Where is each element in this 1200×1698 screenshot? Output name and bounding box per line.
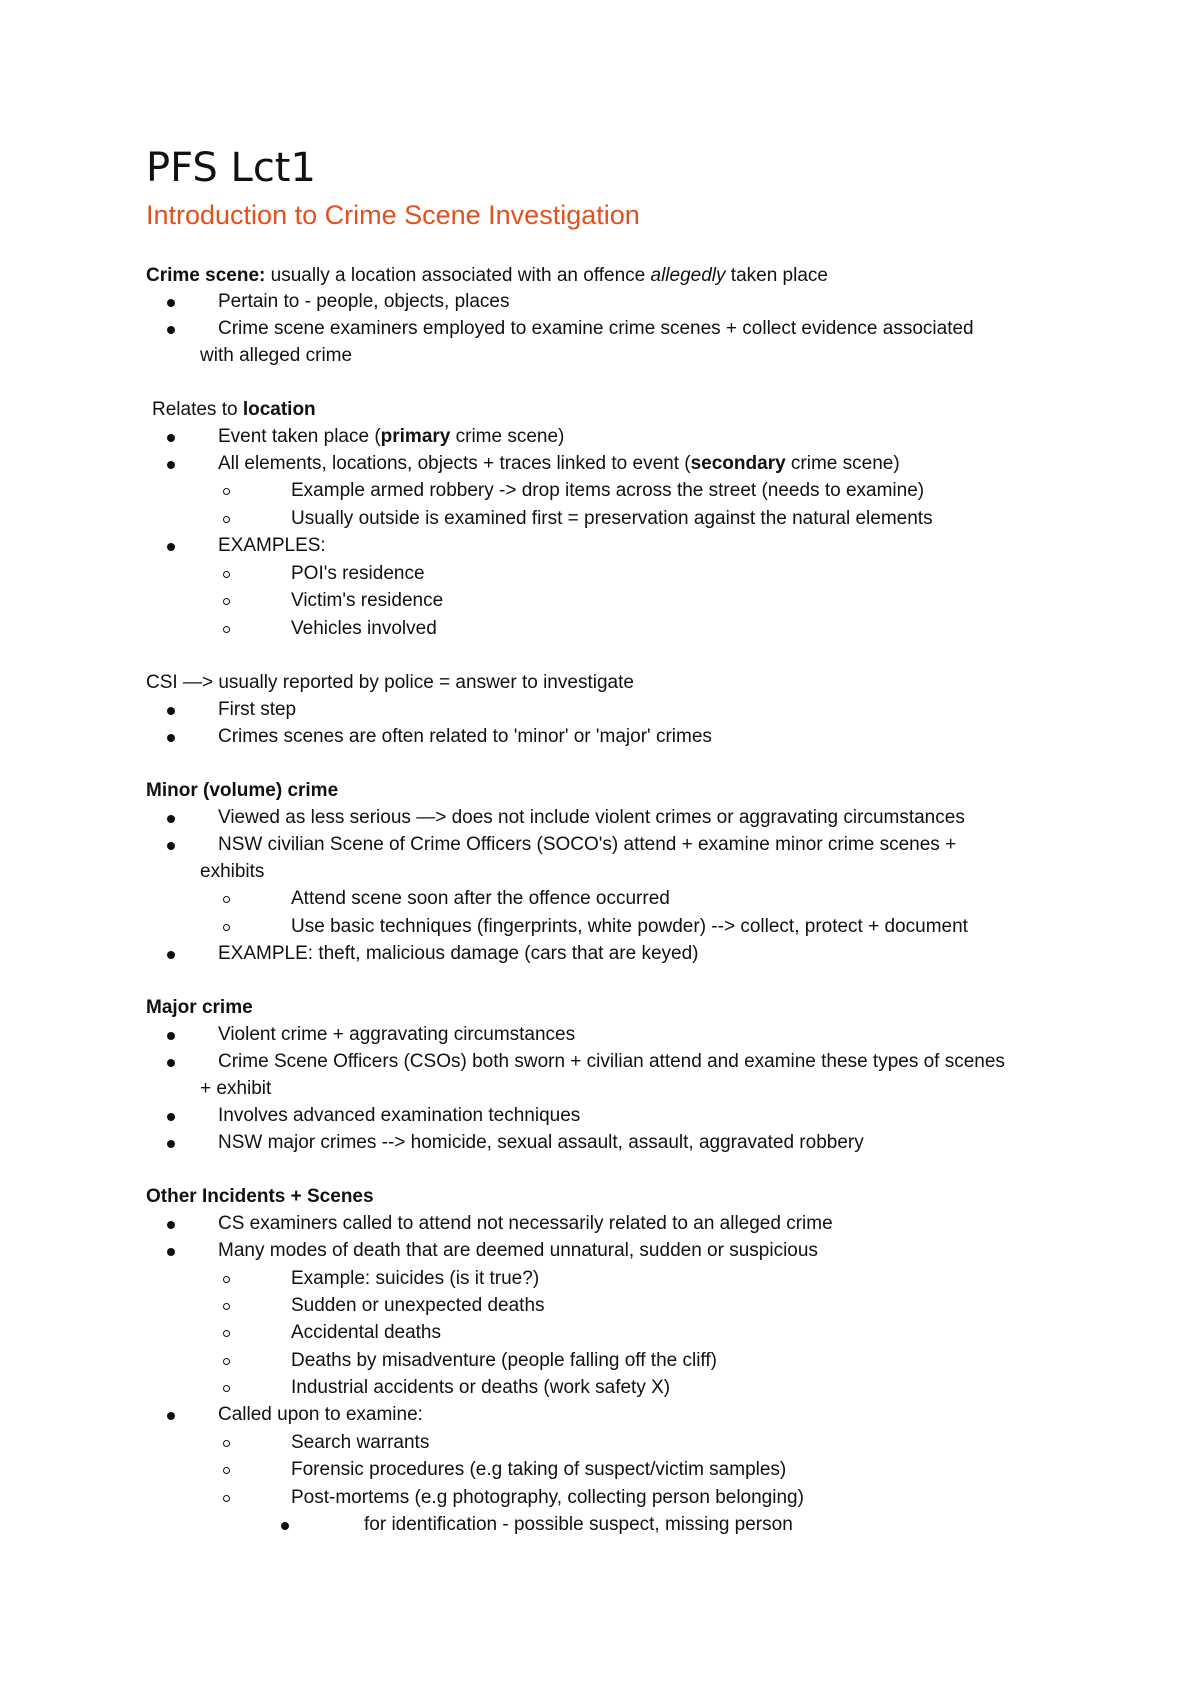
hollow-bullet-icon (223, 626, 230, 633)
continuation-line (200, 344, 352, 368)
bold-text: Crime scene: (146, 265, 266, 286)
hollow-bullet-icon (223, 896, 230, 903)
list-item (291, 1376, 670, 1400)
list-item (218, 725, 712, 749)
text: with alleged crime (200, 345, 353, 366)
list-item (291, 1431, 429, 1455)
text: Use basic techniques (fingerprints, white powder) --> collect, protect + document (291, 916, 968, 937)
page-title: PFS Lct1 (146, 145, 316, 191)
hollow-bullet-icon (223, 1385, 230, 1392)
list-item (364, 1513, 793, 1537)
section-line (146, 1185, 374, 1209)
list-item (218, 1403, 423, 1427)
section-line (146, 671, 634, 695)
list-item (291, 1267, 539, 1291)
hollow-bullet-icon (223, 924, 230, 931)
hollow-bullet-icon (223, 1358, 230, 1365)
hollow-bullet-icon (223, 1303, 230, 1310)
bullet-icon (167, 326, 175, 334)
list-item (291, 1294, 545, 1318)
text: Involves advanced examination techniques (218, 1105, 581, 1126)
list-item (218, 942, 699, 966)
bullet-icon (167, 1032, 175, 1040)
text: usually a location associated with an offence (265, 265, 651, 286)
text: Forensic procedures (e.g taking of suspect/victim samples) (291, 1459, 787, 1480)
text: Violent crime + aggravating circumstances (218, 1024, 576, 1045)
text: Post-mortems (e.g photography, collecting person belonging) (291, 1487, 804, 1508)
text: exhibits (200, 861, 265, 882)
list-item (291, 617, 437, 641)
list-item (218, 1131, 864, 1155)
bullet-icon (167, 299, 175, 307)
bold-text: location (242, 399, 316, 420)
text: Relates to (152, 399, 243, 420)
text: CS examiners called to attend not necessarily related to an alleged crime (218, 1213, 833, 1234)
text: First step (218, 699, 297, 720)
hollow-bullet-icon (223, 598, 230, 605)
bullet-icon (167, 815, 175, 823)
bullet-icon (167, 543, 175, 551)
text: EXAMPLE: theft, malicious damage (cars that are keyed) (218, 943, 699, 964)
text: Called upon to examine: (218, 1404, 423, 1425)
section-line (152, 398, 316, 422)
list-item (291, 479, 924, 503)
list-item (291, 887, 670, 911)
list-item (291, 507, 933, 531)
list-item (218, 1104, 580, 1128)
list-item (218, 452, 900, 476)
list-item (291, 1458, 786, 1482)
text: Deaths by misadventure (people falling off the cliff) (291, 1350, 717, 1371)
section-line (146, 779, 338, 803)
text: Attend scene soon after the offence occurred (291, 888, 670, 909)
hollow-bullet-icon (223, 1276, 230, 1283)
bullet-icon (281, 1522, 289, 1530)
text: Sudden or unexpected deaths (291, 1295, 545, 1316)
list-item (218, 425, 564, 449)
text: Crime scene examiners employed to examine crime scenes + collect evidence associated (218, 318, 974, 339)
text: Event taken place ( (218, 426, 381, 447)
list-item (218, 290, 510, 314)
section-line (146, 996, 253, 1020)
list-item (291, 589, 443, 613)
bullet-icon (167, 1140, 175, 1148)
bold-text: primary (380, 426, 451, 447)
bullet-icon (167, 951, 175, 959)
italic-text: allegedly (650, 265, 726, 286)
list-item (218, 317, 974, 341)
continuation-line (200, 860, 264, 884)
list-item (291, 915, 968, 939)
text: EXAMPLES: (218, 535, 326, 556)
bold-text: Other Incidents + Scenes (146, 1186, 374, 1207)
list-item (218, 698, 296, 722)
text: Victim's residence (291, 590, 444, 611)
bullet-icon (167, 707, 175, 715)
bullet-icon (167, 1059, 175, 1067)
list-item (218, 806, 965, 830)
text: Viewed as less serious —> does not include violent crimes or aggravating circumstances (218, 807, 965, 828)
hollow-bullet-icon (223, 1495, 230, 1502)
text: Pertain to - people, objects, places (218, 291, 510, 312)
list-item (291, 562, 425, 586)
text: Accidental deaths (291, 1322, 441, 1343)
bullet-icon (167, 1412, 175, 1420)
hollow-bullet-icon (223, 1330, 230, 1337)
bold-text: secondary (690, 453, 786, 474)
hollow-bullet-icon (223, 488, 230, 495)
text: + exhibit (200, 1078, 272, 1099)
text: Crimes scenes are often related to 'minor' or 'major' crimes (218, 726, 712, 747)
bullet-icon (167, 1113, 175, 1121)
text: POI's residence (291, 563, 425, 584)
text: Search warrants (291, 1432, 430, 1453)
list-item (218, 1050, 1005, 1074)
bold-text: Major crime (146, 997, 253, 1018)
list-item (291, 1321, 441, 1345)
hollow-bullet-icon (223, 1440, 230, 1447)
bullet-icon (167, 434, 175, 442)
bullet-icon (167, 842, 175, 850)
text: All elements, locations, objects + traces linked to event ( (218, 453, 691, 474)
text: Example armed robbery -> drop items across the street (needs to examine) (291, 480, 925, 501)
page-subtitle: Introduction to Crime Scene Investigation (146, 200, 640, 230)
list-item (218, 1023, 575, 1047)
list-item (218, 833, 956, 857)
text: Example: suicides (is it true?) (291, 1268, 540, 1289)
text: Crime Scene Officers (CSOs) both sworn + civilian attend and examine these types of scenes (218, 1051, 1005, 1072)
bullet-icon (167, 734, 175, 742)
bullet-icon (167, 1248, 175, 1256)
list-item (218, 1239, 818, 1263)
text: NSW major crimes --> homicide, sexual assault, assault, aggravated robbery (218, 1132, 864, 1153)
text: crime scene) (785, 453, 900, 474)
list-item (291, 1349, 717, 1373)
hollow-bullet-icon (223, 516, 230, 523)
text: CSI —> usually reported by police = answer to investigate (146, 672, 634, 693)
continuation-line (200, 1077, 271, 1101)
text: crime scene) (450, 426, 565, 447)
bullet-icon (167, 461, 175, 469)
hollow-bullet-icon (223, 571, 230, 578)
list-item (218, 534, 326, 558)
text: Vehicles involved (291, 618, 437, 639)
list-item (218, 1212, 833, 1236)
hollow-bullet-icon (223, 1467, 230, 1474)
text: for identification - possible suspect, missing person (364, 1514, 793, 1535)
text: Industrial accidents or deaths (work safety X) (291, 1377, 671, 1398)
bullet-icon (167, 1221, 175, 1229)
section-line (146, 264, 828, 288)
bold-text: Minor (volume) crime (146, 780, 339, 801)
text: taken place (725, 265, 828, 286)
list-item (291, 1486, 804, 1510)
text: NSW civilian Scene of Crime Officers (SOCO's) attend + examine minor crime scenes + (218, 834, 957, 855)
text: Usually outside is examined first = preservation against the natural elements (291, 508, 933, 529)
text: Many modes of death that are deemed unnatural, sudden or suspicious (218, 1240, 818, 1261)
